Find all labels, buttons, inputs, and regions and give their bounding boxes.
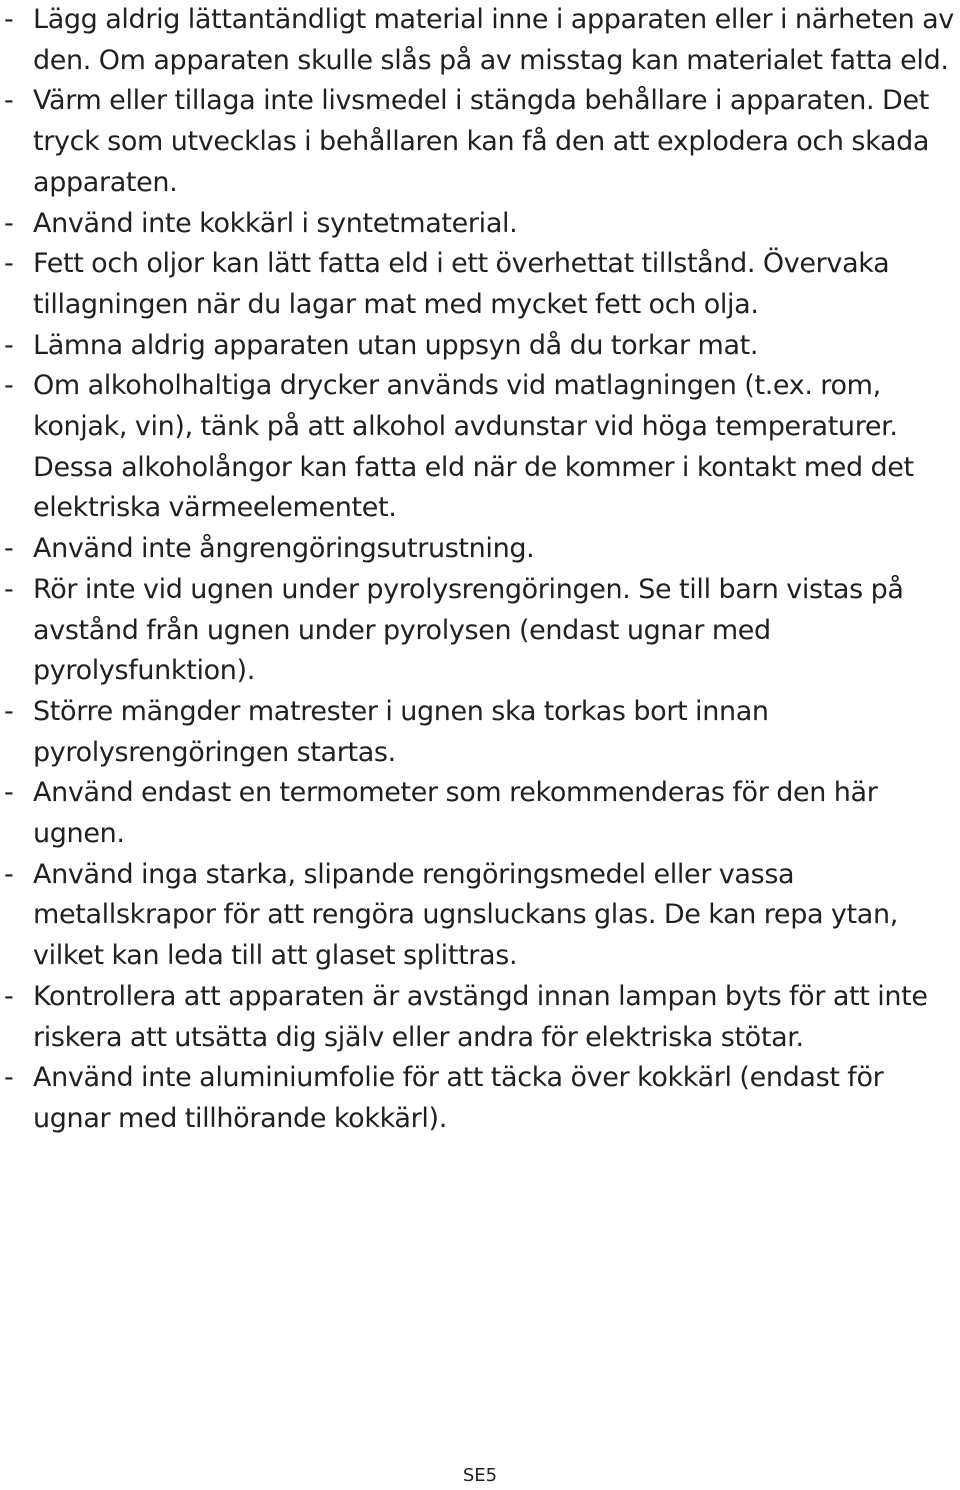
bullet-dash: - [4,1062,14,1094]
warning-item-flammable-material [0,0,960,81]
warning-text: Använd endast en termometer som rekommenderas för den här ugnen. [33,777,878,850]
bullet-dash: - [4,370,14,402]
bullet-dash: - [4,980,14,1012]
warning-text: Använd inte kokkärl i syntetmaterial. [33,207,518,239]
bullet-dash: - [4,695,14,727]
warning-item-aluminium-foil [0,1058,960,1139]
warning-item-food-residue [0,692,960,773]
warning-item-abrasive-cleaners [0,855,960,977]
bullet-dash: - [4,207,14,239]
warning-item-synthetic-cookware [0,204,960,245]
warning-item-fat-oil [0,244,960,325]
bullet-dash: - [4,533,14,565]
warning-text: Använd inte aluminiumfolie för att täcka över kokkärl (endast för ugnar med tillhörande kokkärl). [33,1062,884,1134]
warning-text: Rör inte vid ugnen under pyrolysrengöringen. Se till barn vistas på avstånd från ugnen under pyrolysen (endast ugnar med pyrolysfunktion). [33,573,904,687]
warning-text: Lägg aldrig lättantändligt material inne i apparaten eller i närheten av den. Om apparaten skulle slås på av misstag kan materialet fatta eld. [33,4,954,76]
bullet-dash: - [4,858,14,890]
warning-text: Fett och oljor kan lätt fatta eld i ett överhettat tillstånd. Övervaka tillagningen när du lagar mat med mycket fett och olja. [33,248,890,320]
warning-text: Kontrollera att apparaten är avstängd innan lampan byts för att inte riskera att utsätta dig själv eller andra för elektriska stötar. [33,980,928,1053]
warning-item-steam-cleaner [0,529,960,570]
warning-text: Använd inga starka, slipande rengöringsmedel eller vassa metallskrapor för att rengöra ugnsluckans glas. De kan repa ytan, vilket kan leda till att glaset splittras. [33,858,898,972]
bullet-dash: - [4,85,14,117]
warning-item-alcohol [0,366,960,529]
warning-item-pyrolysis-touch [0,570,960,692]
warning-text: Värm eller tillaga inte livsmedel i stängda behållare i apparaten. Det tryck som utvecklas i behållaren kan få den att explodera och skada apparaten. [33,85,930,198]
page-number: SE5 [462,1465,498,1486]
warning-item-lamp-replacement [0,977,960,1058]
bullet-dash: - [4,248,14,280]
warning-text: Lämna aldrig apparaten utan uppsyn då du torkar mat. [33,329,759,361]
bullet-dash: - [4,573,14,605]
warning-text: Om alkoholhaltiga drycker används vid matlagningen (t.ex. rom, konjak, vin), tänk på att alkohol avdunstar vid höga temperaturer. Dessa alkoholångor kan fatta eld när de kommer i kontakt med det elektriska värmeelementet. [33,370,914,524]
warning-item-closed-containers [0,81,960,203]
warning-text: Använd inte ångrengöringsutrustning. [33,533,535,565]
warning-item-drying-food [0,326,960,367]
bullet-dash: - [4,329,14,361]
warning-text: Större mängder matrester i ugnen ska torkas bort innan pyrolysrengöringen startas. [33,695,769,768]
bullet-dash: - [4,777,14,809]
bullet-dash: - [4,4,14,35]
warning-item-thermometer [0,773,960,854]
